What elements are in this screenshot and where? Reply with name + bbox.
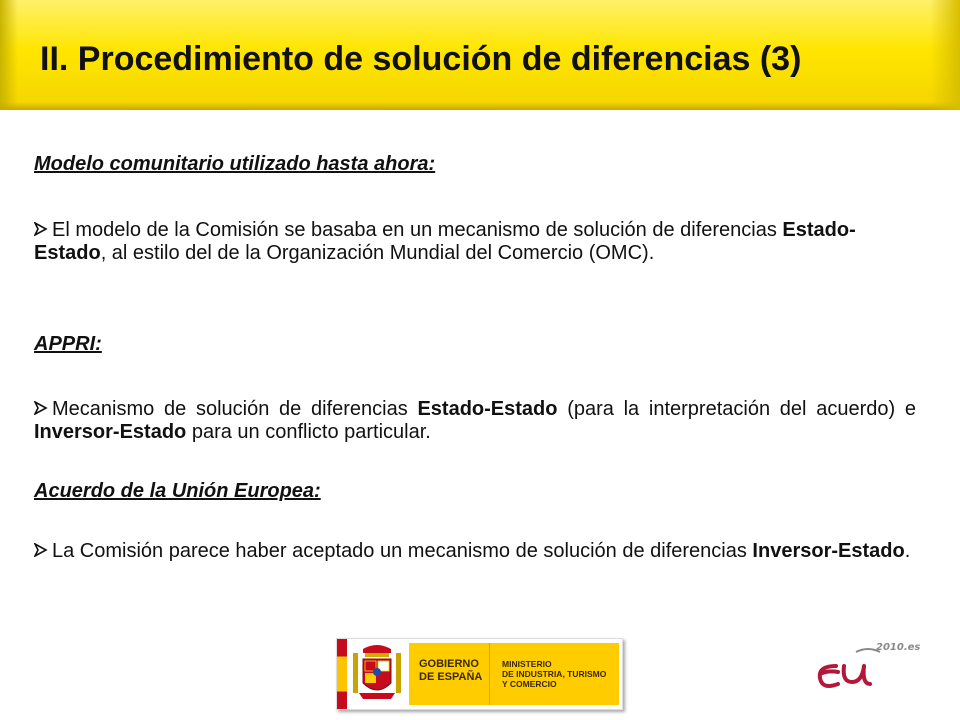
bullet-text: (para la interpretación del acuerdo) e <box>557 398 916 420</box>
ministerio-label <box>502 659 606 689</box>
bullet-text: . <box>904 540 911 562</box>
title-bar <box>0 0 960 110</box>
gobierno-label-box <box>409 643 489 705</box>
gobierno-label <box>419 658 482 684</box>
ministerio-line: MINISTERIO <box>502 659 552 669</box>
spain-coat-of-arms-icon <box>351 643 403 705</box>
ministerio-line: Y COMERCIO <box>502 679 557 689</box>
spain-flag-stripe <box>337 639 347 709</box>
eu2010-tag: 2010.es <box>876 642 921 653</box>
gobierno-line: DE ESPAÑA <box>419 671 483 683</box>
bullet-text: , al estilo del de la Organización Mundial del Comercio (OMC). <box>100 242 655 264</box>
section-heading-acuerdo: Acuerdo de la Unión Europea: <box>34 480 321 502</box>
bullet-bold-text: Inversor-Estado <box>752 540 905 562</box>
bullet-text: El modelo de la Comisión se basaba en un mecanismo de solución de diferencias <box>52 219 783 241</box>
bullet-bold-text: Inversor-Estado <box>34 421 187 443</box>
arrow-bullet-icon <box>34 540 52 563</box>
slide-title: II. Procedimiento de solución de diferencias (3) <box>40 40 802 78</box>
title-bar-shadow <box>0 102 960 110</box>
ministerio-label-box <box>489 643 619 705</box>
ministerio-line: DE INDUSTRIA, TURISMO <box>502 669 607 679</box>
arrow-bullet-icon <box>34 398 52 421</box>
arrow-bullet-icon <box>34 219 52 242</box>
bullet-bold-text: Estado-Estado <box>417 398 558 420</box>
gobierno-logo <box>336 638 623 710</box>
bullet-appri <box>34 398 916 444</box>
section-heading-appri: APPRI: <box>34 333 102 355</box>
bullet-bold-text: Estado-Estado <box>34 219 856 264</box>
bullet-text: La Comisión parece haber aceptado un mecanismo de solución de diferencias <box>52 540 753 562</box>
bullet-text: Mecanismo de solución de diferencias <box>52 398 418 420</box>
gobierno-line: GOBIERNO <box>419 658 479 670</box>
bullet-acuerdo <box>34 540 916 563</box>
section-heading-modelo: Modelo comunitario utilizado hasta ahora: <box>34 153 436 175</box>
bullet-text: para un conflicto particular. <box>186 421 431 443</box>
bullet-modelo <box>34 219 916 265</box>
